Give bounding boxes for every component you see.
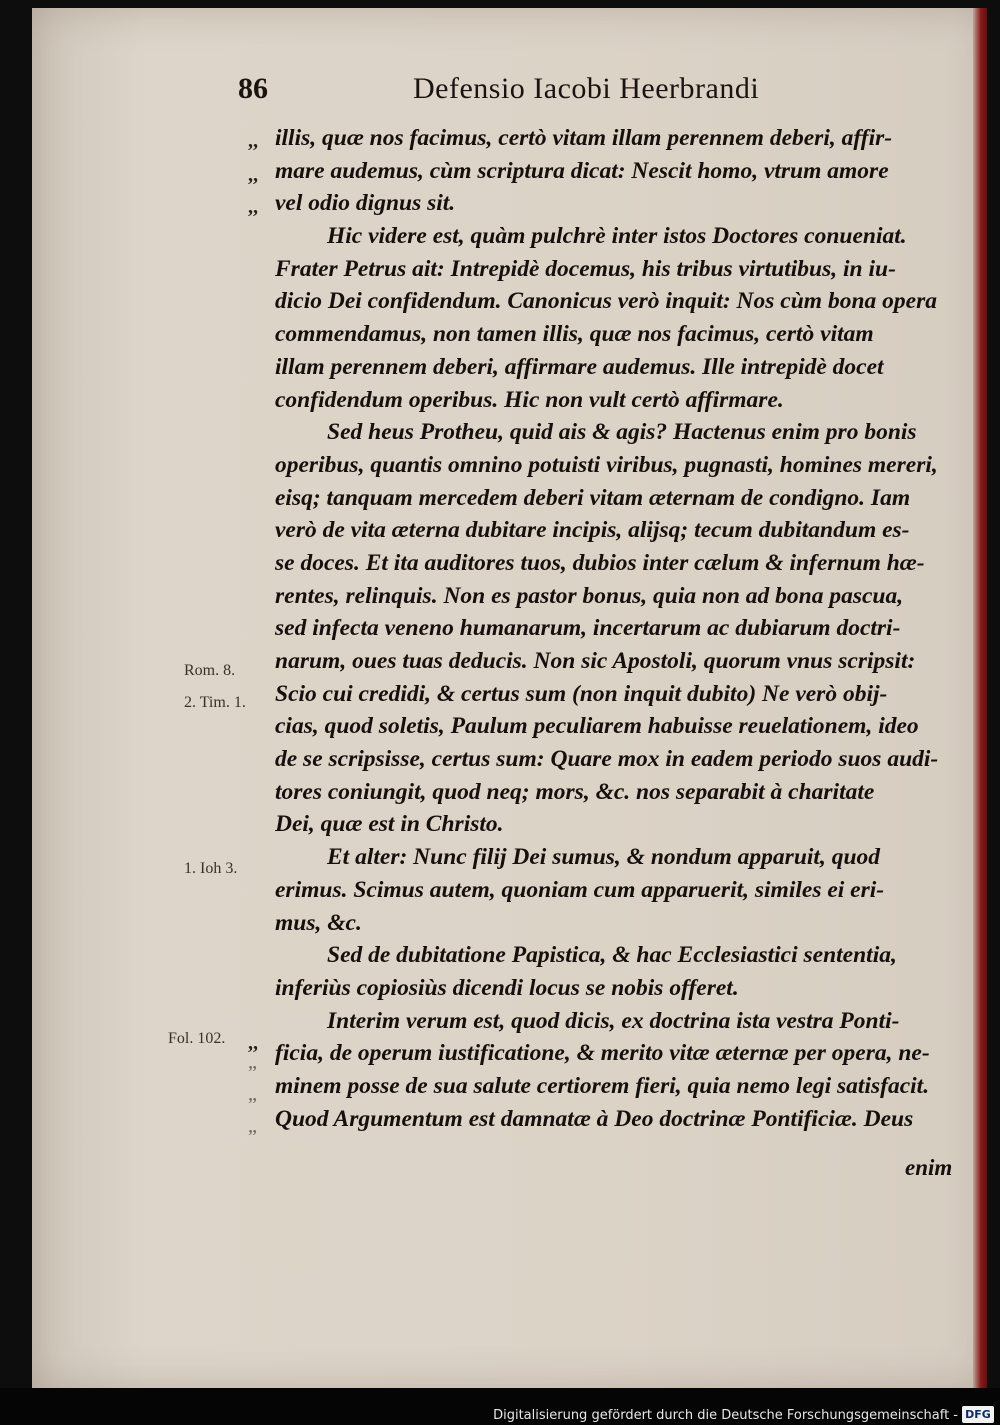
text-line: eisq; tanquam mercedem deberi vitam æternam de condigno. Iam — [275, 484, 911, 511]
quote-mark: ,, — [248, 130, 258, 152]
text-line: se doces. Et ita auditores tuos, dubios inter cælum & infernum hæ- — [275, 549, 925, 576]
funding-notice: Digitalisierung gefördert durch die Deutsche Forschungsgemeinschaft - — [493, 1408, 958, 1423]
text-line: illis, quæ nos facimus, certò vitam illam perennem deberi, affir- — [275, 125, 893, 151]
text-line: ficia, de operum iustificatione, & merito vitæ æternæ per opera, ne- — [275, 1040, 930, 1067]
text-line: verò de vita æterna dubitare incipis, alijsq; tecum dubitandum es- — [275, 517, 910, 544]
quote-mark: ” — [248, 1094, 257, 1116]
footer-bar — [0, 1388, 1000, 1425]
quote-mark: ,, — [248, 1032, 258, 1054]
dfg-logo-icon: DFG — [962, 1406, 994, 1423]
text-line: operibus, quantis omnino potuisti viribus, pugnasti, homines mereri, — [275, 451, 938, 478]
text-line: mus, &c. — [275, 909, 362, 936]
quote-mark: ” — [248, 1062, 257, 1084]
margin-note-tim: 2. Tim. 1. — [184, 694, 246, 711]
page-header — [238, 72, 838, 112]
text-line: sed infecta veneno humanarum, incertarum ac dubiarum doctri- — [275, 615, 901, 642]
text-line: Et alter: Nunc filij Dei sumus, & nondum apparuit, quod — [327, 844, 881, 871]
margin-note-ioh: 1. Ioh 3. — [184, 860, 238, 877]
text-line: narum, oues tuas deducis. Non sic Apostoli, quorum vnus scripsit: — [275, 648, 916, 674]
text-line: Dei, quæ est in Christo. — [275, 811, 504, 838]
text-line: illam perennem deberi, affirmare audemus. Ille intrepidè docet — [275, 353, 884, 380]
running-title: Defensio Iacobi Heerbrandi — [413, 72, 760, 105]
text-line: rentes, relinquis. Non es pastor bonus, quia non ad bona pascua, — [275, 582, 904, 609]
text-line: Sed de dubitatione Papistica, & hac Ecclesiastici sententia, — [327, 942, 897, 969]
body-text — [275, 122, 960, 1137]
quote-mark: ” — [248, 1126, 257, 1148]
text-line: cias, quod soletis, Paulum peculiarem habuisse reuelationem, ideo — [275, 713, 919, 740]
text-line: Sed heus Protheu, quid ais & agis? Hactenus enim pro bonis — [327, 419, 917, 446]
text-line: dicio Dei confidendum. Canonicus verò inquit: Nos cùm bona opera — [275, 288, 937, 315]
page-edge — [973, 8, 987, 1388]
text-line: tores coniungit, quod neq; mors, &c. nos separabit à charitate — [275, 778, 875, 805]
margin-note-rom: Rom. 8. — [184, 662, 236, 679]
quote-mark: ,, — [248, 164, 258, 186]
text-line: erimus. Scimus autem, quoniam cum apparuerit, similes ei eri- — [275, 876, 885, 903]
text-line: inferiùs copiosiùs dicendi locus se nobis offeret. — [275, 974, 739, 1001]
text-line: mare audemus, cùm scriptura dicat: Nescit homo, vtrum amore — [275, 157, 889, 184]
text-line: Scio cui credidi, & certus sum (non inquit dubito) Ne verò obij- — [275, 680, 888, 707]
text-line: commendamus, non tamen illis, quæ nos facimus, certò vitam — [275, 321, 874, 348]
text-line: confidendum operibus. Hic non vult certò affirmare. — [275, 386, 784, 413]
text-line: Quod Argumentum est damnatæ à Deo doctrinæ Pontificiæ. Deus — [275, 1105, 914, 1132]
text-line: minem posse de sua salute certiorem fieri, quia nemo legi satisfacit. — [275, 1072, 930, 1099]
text-line: Interim verum est, quod dicis, ex doctrina ista vestra Ponti- — [327, 1007, 900, 1034]
margin-note-fol: Fol. 102. — [168, 1030, 226, 1047]
text-line: vel odio dignus sit. — [275, 190, 456, 217]
text-line: Hic videre est, quàm pulchrè inter istos Doctores conueniat. — [327, 223, 907, 250]
page-number: 86 — [238, 72, 268, 105]
quote-mark: ,, — [248, 196, 258, 218]
catchword: enim — [905, 1155, 953, 1180]
text-line: de se scripsisse, certus sum: Quare mox in eadem periodo suos audi- — [275, 746, 939, 773]
text-line: Frater Petrus ait: Intrepidè docemus, his tribus virtutibus, in iu- — [275, 255, 896, 282]
